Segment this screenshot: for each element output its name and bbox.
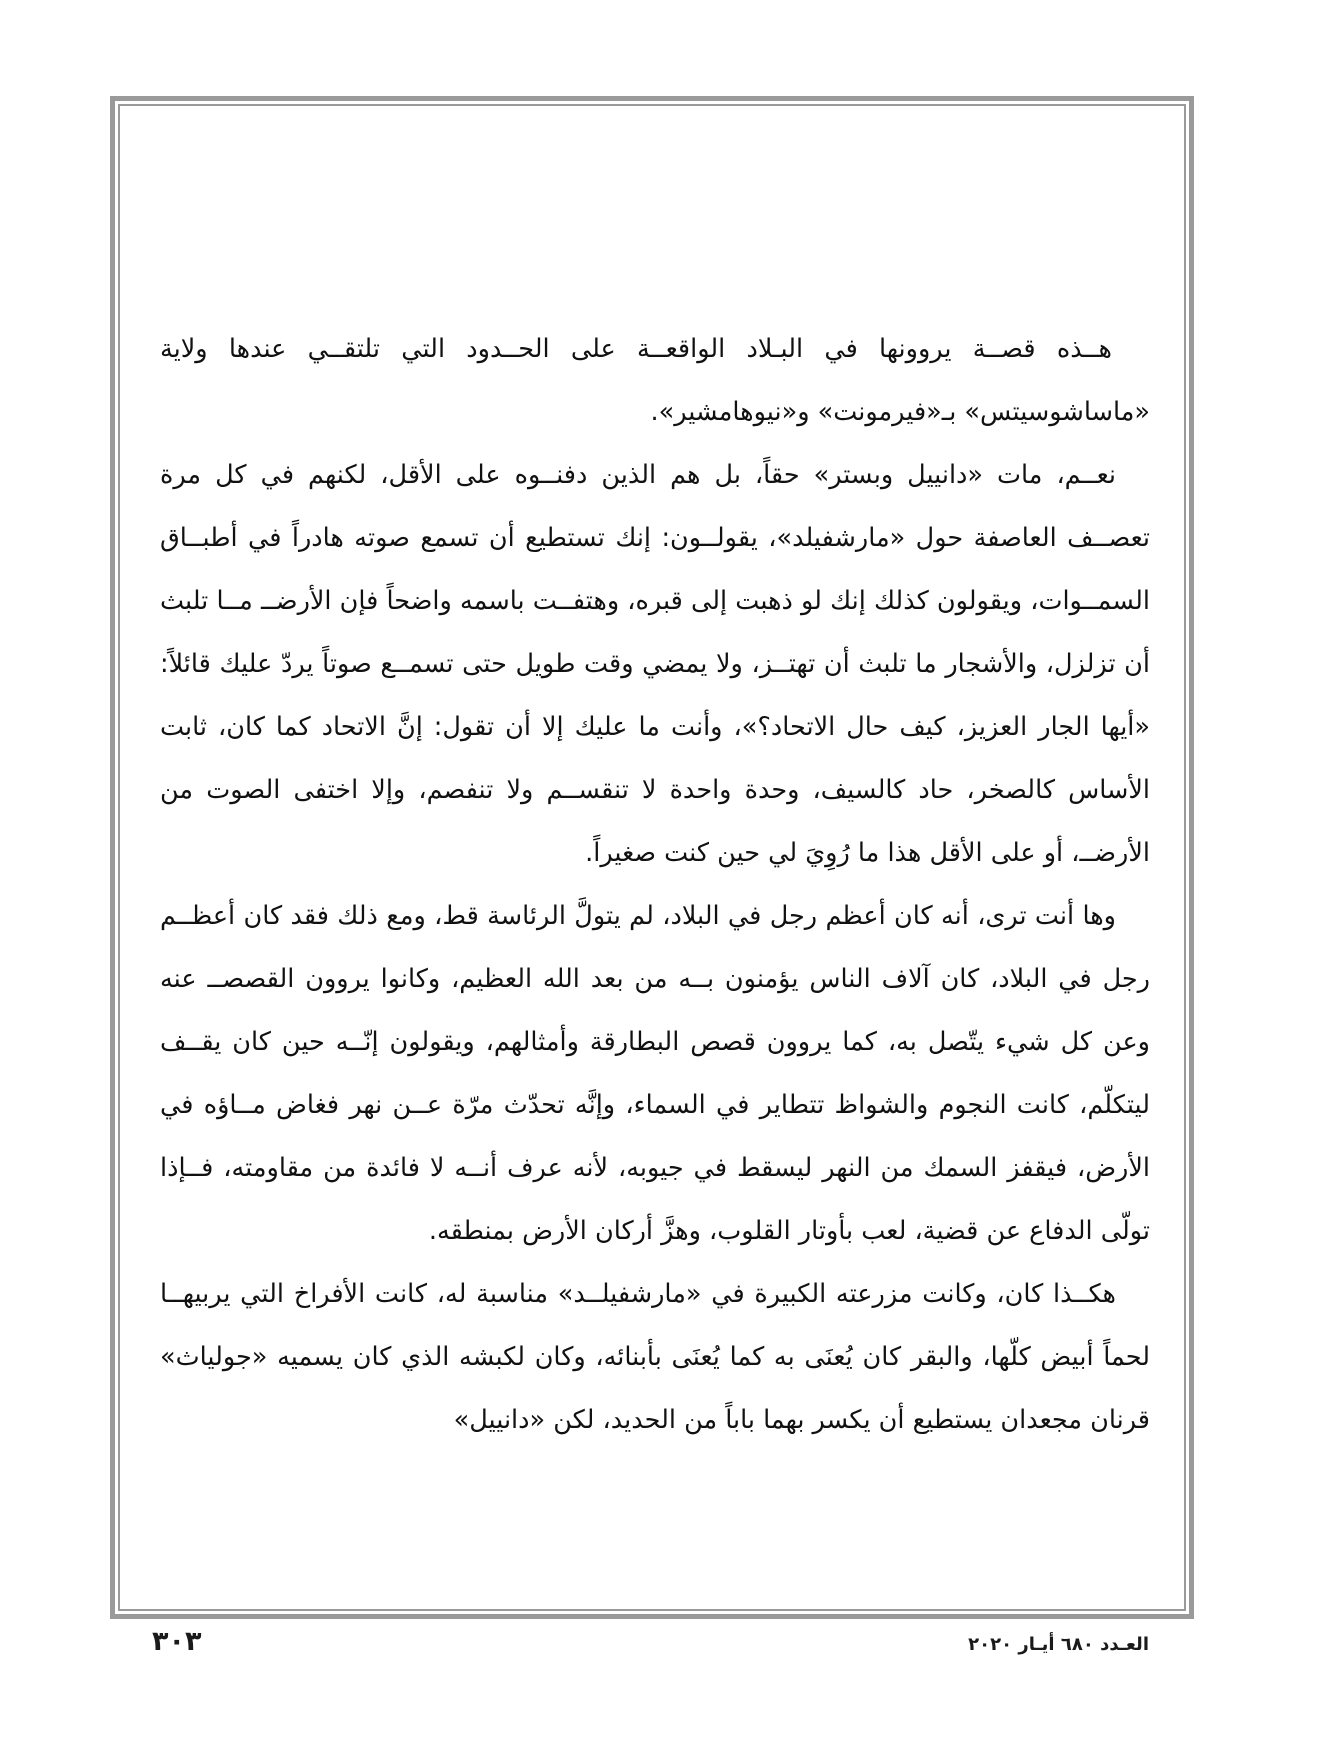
paragraph-1: هــذه قصــة يروونها في البـلاد الواقعــة على الحــدود التي تلتقــي عندها ولاية «ماساشوسيتس» بـ«فيرمونت» و«نيوهامشير».	[160, 334, 1150, 427]
paragraph-2: نعــم، مات «دانييل وبستر» حقاً، بل هم الذين دفنــوه على الأقل، لكنهم في كل مرة تعصــف العاصفة حول «مارشفيلد»، يقولــون: إنك تستطيع أن تسمع صوته هادراً في أطبــاق السمــوات، ويقولون كذلك إنك لو ذهبت إلى قبره، وهتفــت باسمه واضحاً فإن الأرضــ مــا تلبث أن تزلزل، والأشجار ما تلبث أن تهتــز، ولا يمضي وقت طويل حتى تسمــع صوتاً يردّ عليك قائلاً: «أيها الجار العزيز، كيف حال الاتحاد؟»، وأنت ما عليك إلا أن تقول: إنَّ الاتحاد كما كان، ثابت الأساس كالصخر، حاد كالسيف، وحدة واحدة لا تنقســم ولا تنفصم، وإلا اختفى الصوت من الأرضــ، أو على الأقل هذا ما رُوِيَ لي حين كنت صغيراً.	[160, 460, 1150, 868]
paragraph-3: وها أنت ترى، أنه كان أعظم رجل في البلاد، لم يتولَّ الرئاسة قط، ومع ذلك فقد كان أعظــم رجل في البلاد، كان آلاف الناس يؤمنون بــه من بعد الله العظيم، وكانوا يروون القصصــ عنه وعن كل شيء يتّصل به، كما يروون قصص البطارقة وأمثالهم، ويقولون إنّــه حين كان يقــف ليتكلّم، كانت النجوم والشواظ تتطاير في السماء، وإنَّه تحدّث مرّة عــن نهر فغاض مــاؤه في الأرض، فيقفز السمك من النهر ليسقط في جيوبه، لأنه عرف أنــه لا فائدة من مقاومته، فــإذا تولّى الدفاع عن قضية، لعب بأوتار القلوب، وهزَّ أركان الأرض بمنطقه.	[160, 901, 1150, 1246]
issue-label: العـدد ٦٨٠ أيـار ٢٠٢٠	[968, 1634, 1149, 1655]
paragraph-4: هكــذا كان، وكانت مزرعته الكبيرة في «مارشفيلــد» مناسبة له، كانت الأفراخ التي يربيهــا لحماً أبيض كلّها، والبقر كان يُعنَى به كما يُعنَى بأبنائه، وكان لكبشه الذي كان يسميه «جولياث» قرنان مجعدان يستطيع أن يكسر بهما باباً من الحديد، لكن «دانييل»	[160, 1279, 1150, 1435]
article-body	[160, 318, 1150, 1452]
page-number: ٣٠٣	[152, 1626, 202, 1657]
